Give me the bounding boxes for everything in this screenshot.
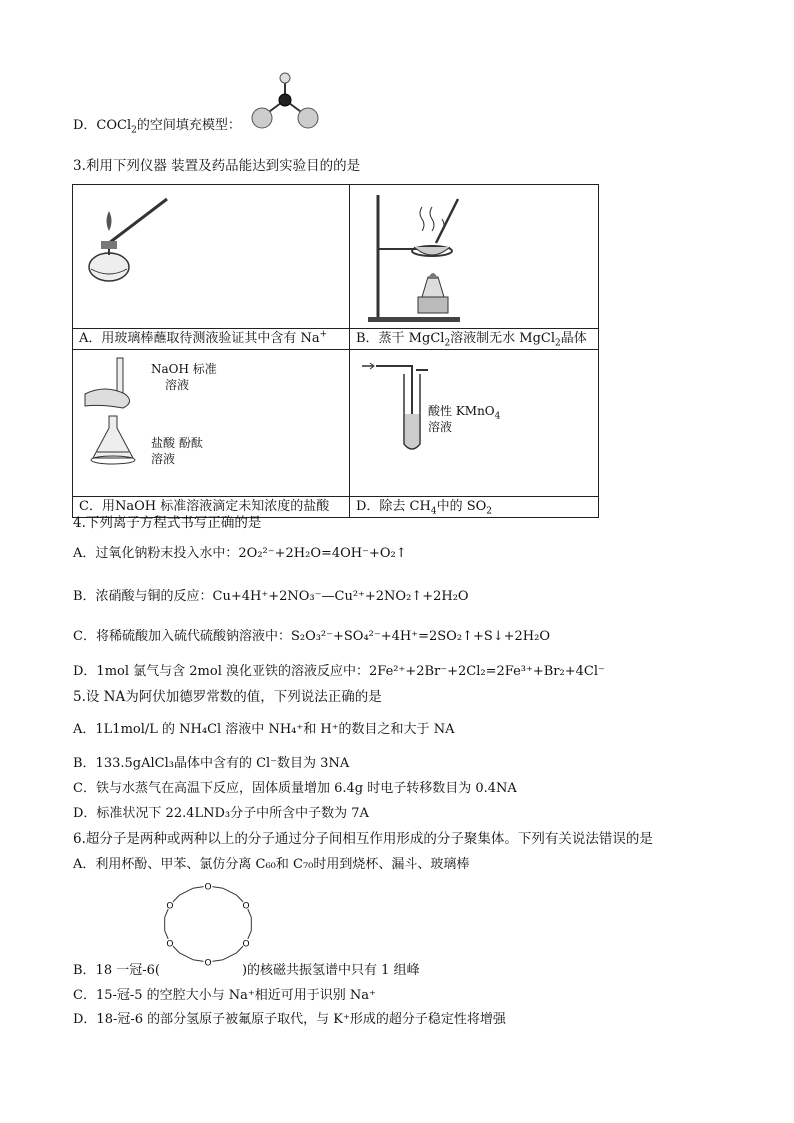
q4-option-c: C．将稀硫酸加入硫代硫酸钠溶液中：S₂O₃²⁻+SO₄²⁻+4H⁺=2SO₂↑+S↓+2H₂O: [73, 629, 551, 644]
ring-bond: [180, 888, 193, 895]
oxygen-atom-label: O: [204, 958, 212, 968]
titration-burette-flask-icon: [79, 356, 159, 468]
q4-stem: 4.下列离子方程式书写正确的是: [73, 515, 262, 531]
naoh-label-1: NaOH 标准: [151, 362, 217, 376]
oxygen-atom-label: O: [242, 901, 250, 912]
ring-bond: [223, 888, 236, 895]
q5-option-a: A．1L1mol/L 的 NH₄Cl 溶液中 NH₄⁺和 H⁺的数目之和大于 NA: [73, 722, 455, 737]
q5-option-c: C．铁与水蒸气在高温下反应，固体质量增加 6.4g 时电子转移数目为 0.4NA: [73, 781, 517, 796]
q4-option-b: B．浓硝酸与铜的反应：Cu+4H⁺+2NO₃⁻—Cu²⁺+2NO₂↑+2H₂O: [73, 589, 469, 604]
cell-a-caption: A．用玻璃棒蘸取待测液验证其中含有 Na+: [73, 329, 350, 350]
alcohol-lamp-glass-rod-icon: [81, 191, 241, 286]
oxygen-atom-label: O: [242, 939, 250, 950]
q6-option-c: C．15-冠-5 的空腔大小与 Na⁺相近可用于识别 Na⁺: [73, 988, 376, 1003]
oxygen-atom-label: O: [204, 882, 212, 893]
q3-stem: 3.利用下列仪器 装置及药品能达到实验目的的是: [73, 158, 361, 174]
q6-option-a: A．利用杯酚、甲苯、氯仿分离 C₆₀和 C₇₀时用到烧杯、漏斗、玻璃棒: [73, 857, 470, 872]
cocl2-space-filling-model: [245, 70, 325, 132]
kmno4-label-2: 溶液: [428, 420, 453, 434]
q4-option-a: A．过氧化钠粉末投入水中：2O₂²⁻+2H₂O=4OH⁻+O₂↑: [73, 546, 407, 561]
gas-washing-tube-icon: [358, 358, 438, 458]
cell-d-image: [350, 350, 599, 497]
q5-option-b: B．133.5gAlCl₃晶体中含有的 Cl⁻数目为 3NA: [73, 756, 350, 771]
cell-b-caption: B．蒸干 MgCl$_2$溶液制无水 MgCl$_2$晶体: [350, 329, 599, 350]
q6-stem: 6.超分子是两种或两种以上的分子通过分子间相互作用形成的分子聚集体。下列有关说法错误的是: [73, 831, 653, 847]
q5-option-d: D．标准状况下 22.4LND₃分子中所含中子数为 7A: [73, 806, 369, 821]
q2-option-d: D．COCl$_2$的空间填充模型：: [73, 118, 241, 136]
ring-bond: [223, 953, 236, 960]
ring-bond: [180, 953, 193, 960]
cell-c-caption: C．用NaOH 标准溶液滴定未知浓度的盐酸: [73, 497, 350, 518]
evaporating-dish-setup-icon: [362, 191, 472, 326]
q5-stem: 5.设 NA为阿伏加德罗常数的值，下列说法正确的是: [73, 689, 382, 705]
oxygen-atom-label: O: [166, 901, 174, 912]
cell-c-image: [73, 350, 350, 497]
18-crown-6-structure-icon: [158, 880, 258, 968]
oxygen-atom-label: O: [166, 939, 174, 950]
hcl-label-1: 盐酸 酚酞: [151, 436, 203, 450]
kmno4-label: 酸性 KMnO$_4$: [428, 404, 501, 422]
q3-apparatus-table: [72, 184, 599, 518]
hcl-label-2: 溶液: [151, 452, 176, 466]
cell-b-image: [350, 185, 599, 329]
q6-option-d: D．18-冠-6 的部分氢原子被氟原子取代，与 K⁺形成的超分子稳定性将增强: [73, 1012, 506, 1027]
cell-d-caption: D．除去 $CH_4$中的 $SO_2$: [350, 497, 599, 518]
q4-option-d: D．1mol 氯气与含 2mol 溴化亚铁的溶液反应中：2Fe²⁺+2Br⁻+2Cl₂=2Fe³⁺+Br₂+4Cl⁻: [73, 664, 605, 679]
cell-a-image: [73, 185, 350, 329]
naoh-label-2: 溶液: [165, 378, 190, 392]
q6-option-b: B．18 一冠-6( )的核磁共振氢谱中只有 1 组峰: [73, 963, 420, 978]
